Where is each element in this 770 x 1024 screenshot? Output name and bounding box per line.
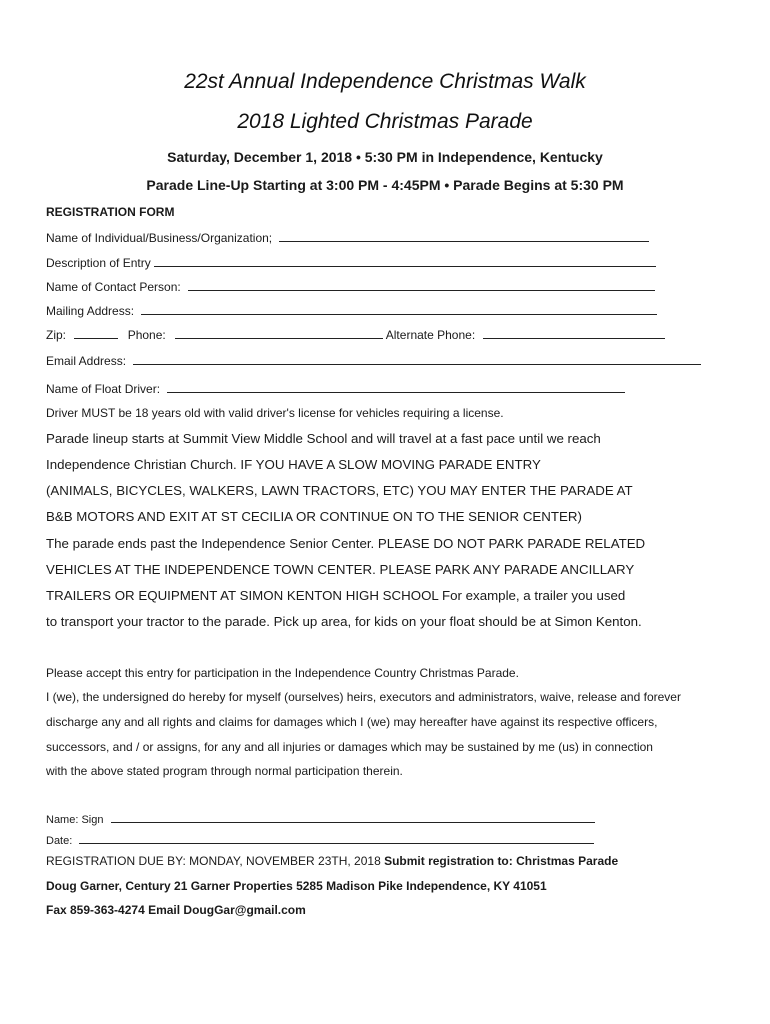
instruction-line: Parade lineup starts at Summit View Middle School and will travel at a fast pace until we reach: [46, 431, 601, 446]
date-label: Date:: [46, 835, 73, 847]
event-date-line: Saturday, December 1, 2018 • 5:30 PM in Independence, Kentucky: [167, 149, 603, 165]
waiver-line: Please accept this entry for participation in the Independence Country Christmas Parade.: [46, 666, 519, 680]
parade-title: 2018 Lighted Christmas Parade: [237, 110, 533, 133]
phone-field[interactable]: [175, 326, 383, 339]
name-field[interactable]: [279, 229, 649, 242]
name-field-row: [46, 229, 649, 245]
lineup-time-line: Parade Line-Up Starting at 3:00 PM - 4:45PM • Parade Begins at 5:30 PM: [146, 177, 624, 193]
instruction-line: Independence Christian Church. IF YOU HAVE A SLOW MOVING PARADE ENTRY: [46, 457, 541, 472]
date-row: [46, 831, 594, 847]
waiver-line: successors, and / or assigns, for any and all injuries or damages which may be sustained by me (us) in connection: [46, 740, 653, 754]
instruction-line: to transport your tractor to the parade. Pick up area, for kids on your float should be at Simon Kenton.: [46, 614, 642, 629]
due-date-text: REGISTRATION DUE BY: MONDAY, NOVEMBER 23TH, 2018: [46, 854, 385, 868]
contact-field-row: [46, 278, 655, 294]
submit-to-text: Submit registration to: Christmas Parade: [384, 854, 619, 868]
email-field[interactable]: [133, 352, 701, 365]
signature-field[interactable]: [111, 810, 595, 823]
waiver-line: discharge any and all rights and claims for damages which I (we) may hereafter have against its respective officers,: [46, 715, 658, 729]
event-title: 22st Annual Independence Christmas Walk: [184, 70, 586, 93]
registration-due-line: [46, 854, 618, 868]
alt-phone-field[interactable]: [483, 326, 665, 339]
waiver-line: I (we), the undersigned do hereby for myself (ourselves) heirs, executors and administrators, waive, release and forever: [46, 690, 681, 704]
driver-requirement-note: Driver MUST be 18 years old with valid driver's license for vehicles requiring a license.: [46, 406, 504, 420]
submit-address-line: Doug Garner, Century 21 Garner Properties 5285 Madison Pike Independence, KY 41051: [46, 879, 547, 893]
float-driver-field[interactable]: [167, 380, 625, 393]
phone-label: Phone:: [127, 328, 166, 342]
signature-label: Name: Sign: [46, 814, 104, 826]
form-heading: REGISTRATION FORM: [46, 205, 175, 219]
alt-phone-label: Alternate Phone:: [385, 328, 476, 342]
date-field[interactable]: [79, 831, 594, 844]
mailing-address-field[interactable]: [141, 302, 657, 315]
instruction-line: The parade ends past the Independence Senior Center. PLEASE DO NOT PARK PARADE RELATED: [46, 536, 646, 551]
zip-label: Zip:: [46, 328, 67, 342]
zip-phone-row: [46, 326, 665, 342]
zip-field[interactable]: [74, 326, 118, 339]
email-label: Email Address:: [46, 354, 127, 368]
instruction-line: B&B MOTORS AND EXIT AT ST CECILIA OR CONTINUE ON TO THE SENIOR CENTER): [46, 509, 582, 524]
contact-info-line: Fax 859-363-4274 Email DougGar@gmail.com: [46, 903, 306, 917]
description-field-label: Description of Entry: [46, 256, 151, 270]
driver-label: Name of Float Driver:: [46, 382, 161, 396]
mailing-field-row: [46, 302, 657, 318]
driver-field-row: [46, 380, 625, 396]
waiver-line: with the above stated program through normal participation therein.: [46, 764, 403, 778]
mailing-field-label: Mailing Address:: [46, 304, 135, 318]
instruction-line: TRAILERS OR EQUIPMENT AT SIMON KENTON HIGH SCHOOL For example, a trailer you used: [46, 588, 626, 603]
instruction-line: (ANIMALS, BICYCLES, WALKERS, LAWN TRACTORS, ETC) YOU MAY ENTER THE PARADE AT: [46, 483, 633, 498]
contact-person-field[interactable]: [188, 278, 655, 291]
signature-row: [46, 810, 595, 826]
name-field-label: Name of Individual/Business/Organization;: [46, 231, 273, 245]
description-field[interactable]: [154, 254, 656, 267]
instruction-line: VEHICLES AT THE INDEPENDENCE TOWN CENTER. PLEASE PARK ANY PARADE ANCILLARY: [46, 562, 635, 577]
email-field-row: [46, 352, 701, 368]
contact-field-label: Name of Contact Person:: [46, 280, 181, 294]
description-field-row: [46, 254, 656, 270]
